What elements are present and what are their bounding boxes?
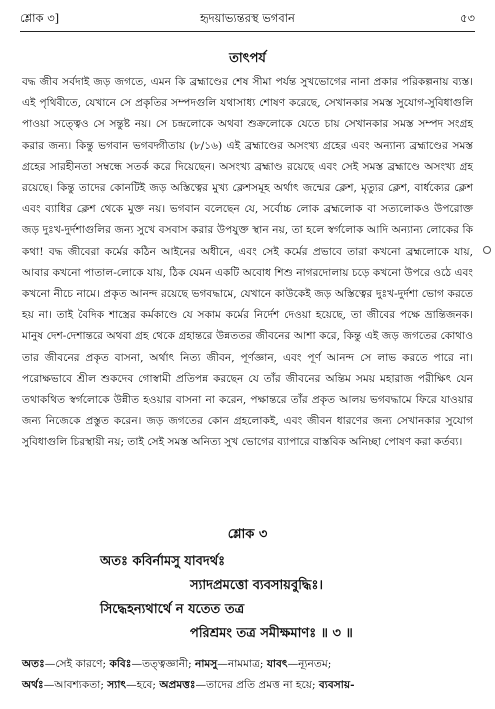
synonym-word: কবিঃ <box>109 658 132 670</box>
synonym-meaning: তাদের প্রতি প্রমত্ত না হয়ে <box>206 679 312 691</box>
synonym-meaning: হবে <box>136 679 153 691</box>
synonym-word: অপ্রমত্তঃ <box>159 679 196 691</box>
header-rule <box>20 31 475 32</box>
synonyms-line-2: অর্থঃ—আবশ্যকতা; স্যাৎ—হবে; অপ্রমত্তঃ—তাদের প্রতি প্রমত্ত না হয়ে; ব্যবসায়- <box>22 679 355 691</box>
header-chapter-title: হৃদয়াভ্যন্তরস্থ ভগবান <box>200 10 295 25</box>
purport-body <box>22 72 473 454</box>
synonym-meaning: সেই কারণে <box>55 658 103 670</box>
synonym-meaning: ন্যূনতম <box>298 658 328 670</box>
page-number: ৫৩ <box>460 10 475 25</box>
running-header <box>20 8 475 30</box>
synonym-meaning: নামমাত্র <box>227 658 260 670</box>
verse-heading: শ্লোক ৩ <box>227 527 268 542</box>
verse-line-4: পরিশ্রমং তত্র সমীক্ষমাণঃ ॥ ৩ ॥ <box>190 626 353 641</box>
synonym-word: স্যাৎ <box>107 679 127 691</box>
header-verse-ref: শ্লোক ৩] <box>20 10 60 25</box>
purport-paragraph: বদ্ধ জীব সর্বদাই জড় জগতে, এমন কি ব্রহ্মাণ্ডের শেষ সীমা পর্যন্ত সুখভোগের নানা প্রকার পরিকল্পনায় ব্যস্ত। এই পৃথিবীতে, যেখানে সে প্রকৃতির সম্পদগুলি যথাসাধ্য শোষণ করেছে, সেখানকার সমস্ত সুযোগ-সুবিধাগুলি পাওয়া সত্ত্বেও সে সন্তুষ্ট নয়। সে চন্দ্রলোকে অথবা শুক্রলোকে যেতে চায় সেখানকার সমস্ত সম্পদ সংগ্রহ করার জন্য। কিন্তু ভগবান ভগবদ্গীতায় (৮/১৬) এই ব্রহ্মাণ্ডের অসংখ্য গ্রহের এবং অন্যান্য ব্রহ্মাণ্ডের সমস্ত গ্রহের সারহীনতা সম্বন্ধে সতর্ক করে দিয়েছেন। অসংখ্য ব্রহ্মাণ্ড রয়েছে এবং সেই সমস্ত ব্রহ্মাণ্ডে অসংখ্য গ্রহ রয়েছে। কিন্তু তাদের কোনটিই জড় অস্তিত্বের মুখ্য ক্লেশসমূহ অর্থাৎ জন্মের ক্লেশ, মৃত্যুর ক্লেশ, বার্ধক্যের ক্লেশ এবং ব্যাধির ক্লেশ থেকে মুক্ত নয়। ভগবান বলেছেন যে, সর্বোচ্চ লোক ব্রহ্মলোক বা সত্যলোকও উপরোক্ত জড় দুঃখ-দুর্দশাগুলির জন্য সুখে বসবাস করার উপযুক্ত স্থান নয়, তা হলে স্বর্গলোক আদি অন্যান্য লোকের কি কথা! বদ্ধ জীবেরা কর্মের কঠিন আইনের অধীনে, এবং সেই কর্মের প্রভাবে তারা কখনো ব্রহ্মলোকে যায়, আবার কখনো পাতাল-লোকে যায়, ঠিক যেমন একটি অবোধ শিশু নাগরদোলায় চড়ে কখনো উপরে ওঠে এবং কখনো নীচে নামে। প্রকৃত আনন্দ রয়েছে ভগবদ্ধামে, যেখানে কাউকেই জড় অস্তিত্বের দুঃখ-দুর্দশা ভোগ করতে হয় না। তাই বৈদিক শাস্ত্রের কর্মকাণ্ডে যে সকাম কর্মের নির্দেশ দেওয়া হয়েছে, তা জীবের পক্ষে ভ্রান্তিজনক। মানুষ দেশ-দেশান্তরে অথবা গ্রহ থেকে গ্রহান্তরে উন্নততর জীবনের আশা করে, কিন্তু এই জড় জগতের কোথাও তার জীবনের প্রকৃত বাসনা, অর্থাৎ নিত্য জীবন, পূর্ণজ্ঞান, এবং পূর্ণ আনন্দ সে লাভ করতে পারে না। পরোক্ষভাবে শ্রীল শুকদেব গোস্বামী প্রতিপন্ন করছেন যে তাঁর জীবনের অন্তিম সময় মহারাজ পরীক্ষিৎ যেন তথাকথিত স্বর্গলোকে উন্নীত হওয়ার বাসনা না করেন, পক্ষান্তরে তাঁর প্রকৃত আলয় ভগবদ্ধামে ফিরে যাওয়ার জন্য নিজেকে প্রস্তুত করেন। জড় জগতের কোন গ্রহলোকই, এবং জীবন ধারণের জন্য সেখানকার সুযোগ সুবিধাগুলি চিরস্থায়ী নয়; তাই সেই সমস্ত অনিত্য সুখ ভোগের ব্যাপারে বাস্তবিক অনিচ্ছা পোষণ করা কর্তব্য। <box>22 76 473 449</box>
purport-title: তাৎপর্য <box>229 51 266 66</box>
synonym-meaning: আবশ্যকতা <box>54 679 101 691</box>
synonym-word: অর্থঃ <box>22 679 44 691</box>
synonym-word: অতঃ <box>22 658 45 670</box>
synonyms-line-1: অতঃ—সেই কারণে; কবিঃ—তত্ত্বজ্ঞানী; নামসু—নামমাত্র; যাবৎ—ন্যূনতম; <box>22 658 332 670</box>
synonym-word: নামসু <box>195 658 218 670</box>
synonyms-section <box>22 654 473 696</box>
verse-line-3: সিদ্ধেহন্যথার্থে ন যতেত তত্র <box>100 602 245 617</box>
verse-line-1: অতঃ কবির্নামসু যাবদর্থঃ <box>100 554 226 569</box>
synonym-meaning: তত্ত্বজ্ঞানী <box>142 658 189 670</box>
synonym-word: ব্যবসায়- <box>318 679 355 691</box>
verse-line-2: স্যাদপ্রমত্তো ব্যবসায়বুদ্ধিঃ। <box>190 578 324 593</box>
margin-mark <box>483 246 491 254</box>
synonym-word: যাবৎ <box>266 658 288 670</box>
